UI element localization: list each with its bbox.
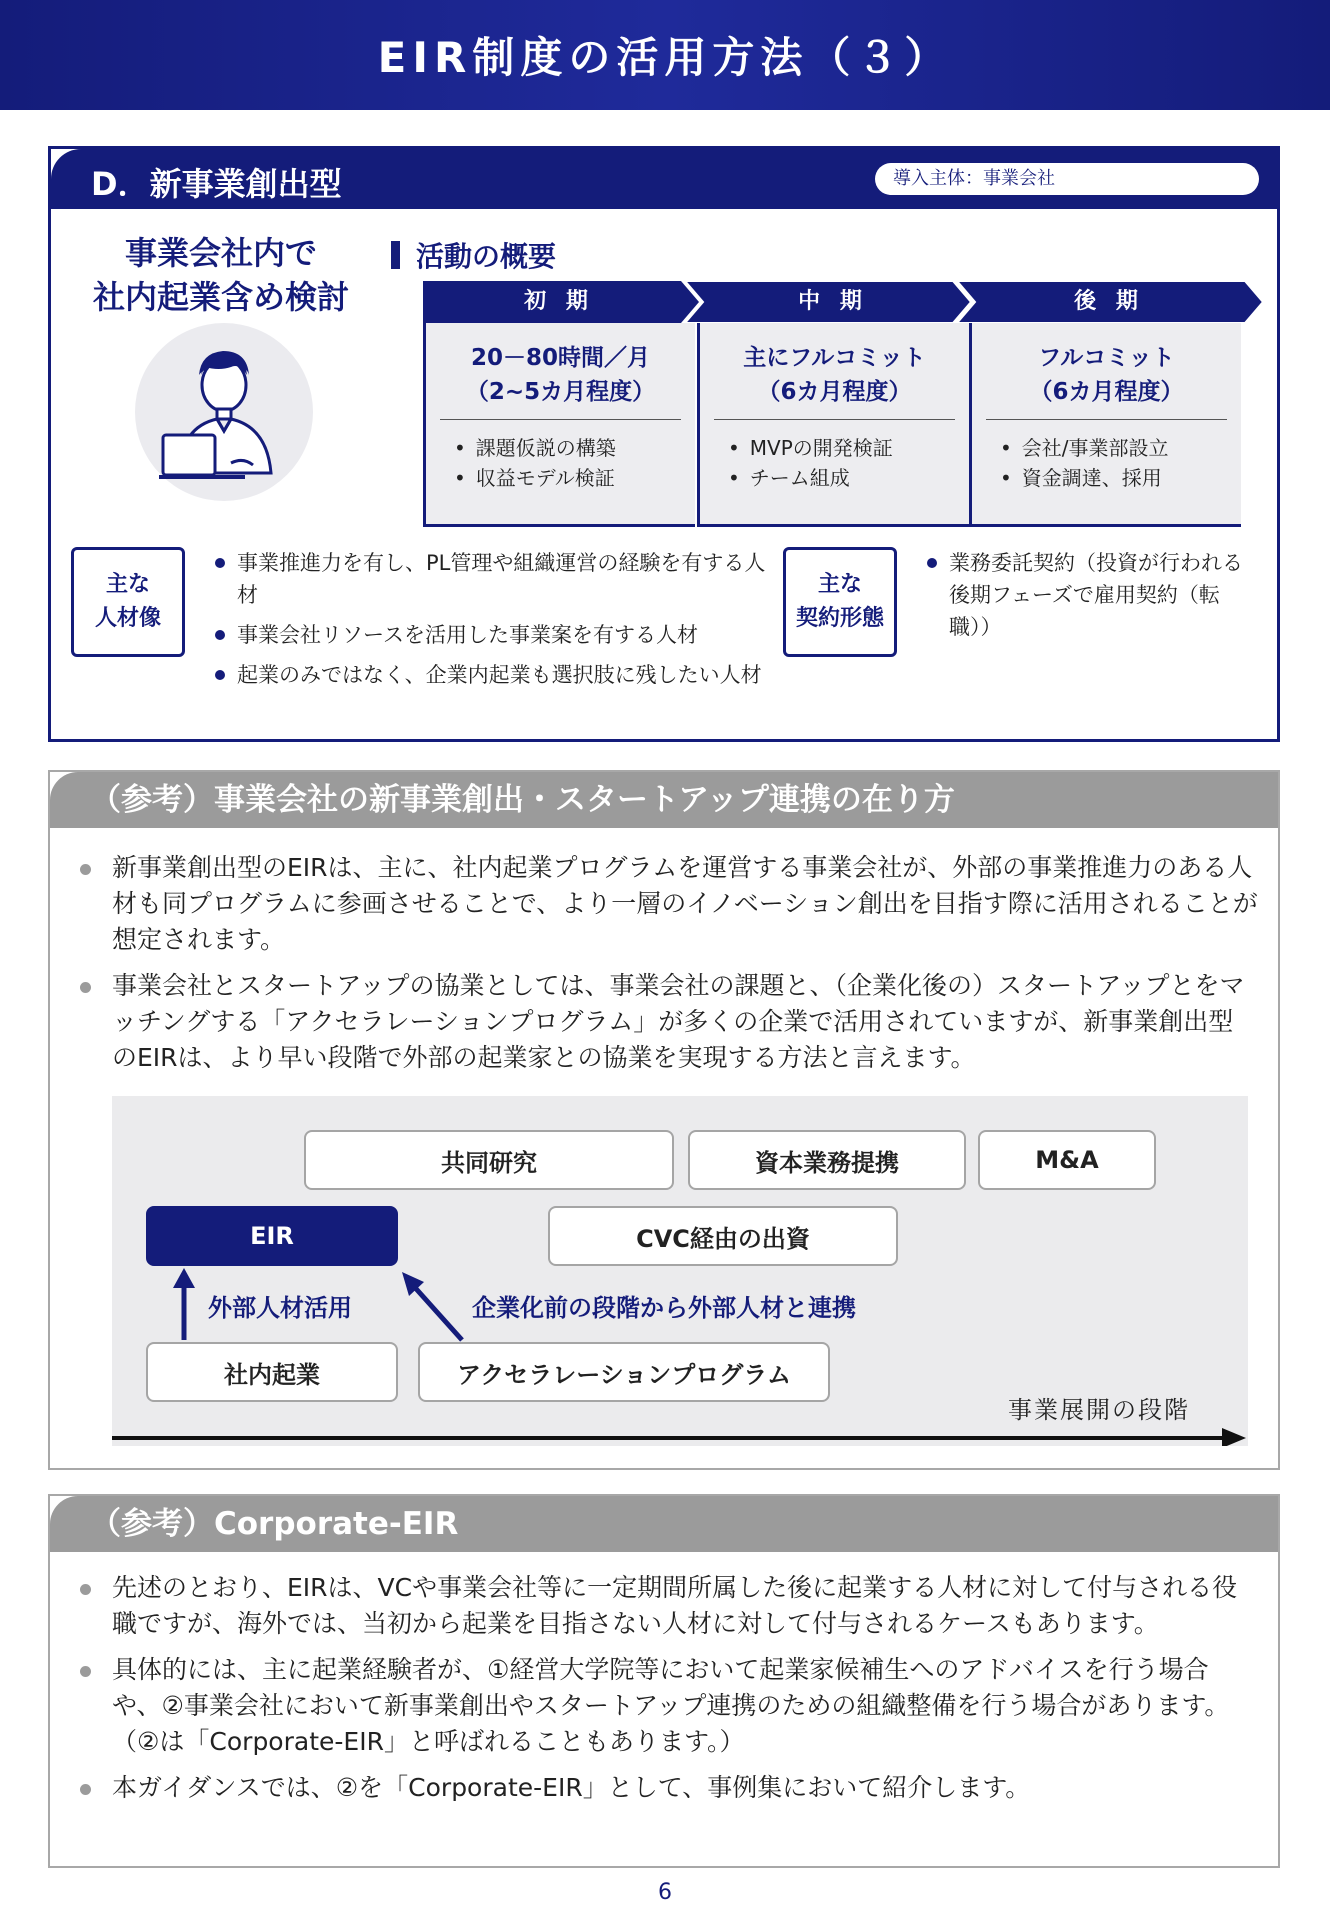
reference-1-title: （参考）事業会社の新事業創出・スタートアップ連携の在り方 (50, 772, 1278, 828)
phase-main1: フルコミット (1038, 345, 1175, 371)
list-item: 先述のとおり、EIRは、VCや事業会社等に一定期間所属した後に起業する人材に対して付与される役職ですが、海外では、当初から起業を目指さない人材に対して付与されるケースもあります。 (78, 1570, 1258, 1642)
heading-bar (391, 241, 400, 269)
list-item: 事業会社リソースを活用した事業案を有する人材 (215, 619, 775, 651)
phase-bullets-middle (728, 433, 893, 493)
list-item: • 会社/事業部設立 (1000, 433, 1169, 463)
talent-tag-line2: 人材像 (94, 606, 161, 631)
phase-main-middle (700, 341, 969, 409)
section-d (48, 146, 1280, 742)
joint-research-box: 共同研究 (304, 1130, 674, 1190)
reference-1-list (78, 850, 1258, 1086)
capital-alliance-box: 資本業務提携 (688, 1130, 966, 1190)
list-item: • MVPの開発検証 (728, 433, 893, 463)
list-item: • チーム組成 (728, 463, 893, 493)
talent-tag-line1: 主な (105, 572, 150, 597)
list-item: 事業会社とスタートアップの協業としては、事業会社の課題と、（企業化後の）スタートアップとをマッチングする「アクセラレーションプログラム」が多くの企業で活用されていますが、新事業創出型のEIRは、より早い段階で外部の起業家との協業を実現する方法と言えます。 (78, 968, 1258, 1076)
talent-list (215, 547, 775, 699)
internal-venture-box: 社内起業 (146, 1342, 398, 1402)
reference-2-list (78, 1570, 1258, 1816)
list-item: 起業のみではなく、企業内起業も選択肢に残したい人材 (215, 659, 775, 691)
cvc-box: CVC経由の出資 (548, 1206, 898, 1266)
phase-main1: 主にフルコミット (743, 345, 926, 371)
activity-heading (391, 235, 556, 275)
phase-box-middle (697, 323, 969, 527)
phase-main1: 20－80時間／月 (470, 345, 650, 371)
phase-separator (986, 419, 1227, 420)
phase-main-late (972, 341, 1241, 409)
avatar (135, 323, 313, 501)
up-arrow-icon (173, 1268, 195, 1340)
section-d-header (51, 149, 1277, 209)
phase-main2: （6カ月程度） (1029, 379, 1184, 405)
left-title (71, 231, 371, 319)
list-item: • 資金調達、採用 (1000, 463, 1169, 493)
reference-section-1 (48, 770, 1280, 1470)
activity-heading-text: 活動の概要 (416, 240, 557, 273)
phase-label-middle: 中 期 (798, 289, 868, 314)
left-title-line1: 事業会社内で (124, 234, 317, 272)
pre-stage-note: 企業化前の段階から外部人材と連携 (472, 1294, 856, 1322)
phase-label-early: 初 期 (524, 289, 594, 314)
contract-tag (783, 547, 897, 657)
list-item: • 収益モデル検証 (454, 463, 616, 493)
phase-box-early (423, 323, 695, 527)
page-title: EIR制度の活用方法（３） (377, 33, 953, 82)
person-at-laptop-icon (135, 323, 313, 501)
contract-tag-line1: 主な (817, 572, 862, 597)
list-item: 本ガイダンスでは、②を「Corporate-EIR」として、事例集において紹介します。 (78, 1770, 1258, 1806)
left-title-line2: 社内起業含め検討 (92, 278, 349, 316)
stage-axis-arrow-icon (112, 1428, 1246, 1446)
phase-box-late (969, 323, 1241, 527)
list-item: • 課題仮説の構築 (454, 433, 616, 463)
page-number: 6 (658, 1880, 672, 1905)
accelerator-box: アクセラレーションプログラム (418, 1342, 830, 1402)
reference-2-title: （参考）Corporate-EIR (50, 1496, 1278, 1552)
stage-label: 事業展開の段階 (1008, 1396, 1190, 1424)
phase-label-late: 後 期 (1074, 289, 1144, 314)
contract-list (927, 547, 1247, 651)
phase-main-early (426, 341, 695, 409)
list-item: 事業推進力を有し、PL管理や組織運営の経験を有する人材 (215, 547, 775, 611)
introducer-pill: 導入主体：事業会社 (875, 163, 1259, 195)
phase-main2: （2~5カ月程度） (465, 379, 656, 405)
talent-tag (71, 547, 185, 657)
diagonal-arrow-icon (402, 1272, 462, 1340)
reference-section-2 (48, 1494, 1280, 1868)
collaboration-diagram (112, 1096, 1248, 1446)
contract-tag-line2: 契約形態 (795, 606, 884, 631)
list-item: 業務委託契約（投資が行われる後期フェーズで雇用契約（転職）） (927, 547, 1247, 643)
phase-separator (714, 419, 955, 420)
ma-box: M&A (978, 1130, 1156, 1190)
list-item: 具体的には、主に起業経験者が、①経営大学院等において起業家候補生へのアドバイスを行う場合や、②事業会社において新事業創出やスタートアップ連携のための組織整備を行う場合があります。（②は「Corporate-EIR」と呼ばれることもあります。） (78, 1652, 1258, 1760)
phase-main2: （6カ月程度） (757, 379, 912, 405)
external-talent-note: 外部人材活用 (208, 1294, 352, 1322)
phase-separator (440, 419, 681, 420)
phase-bullets-late (1000, 433, 1169, 493)
section-d-title: D．新事業創出型 (91, 165, 342, 203)
eir-box: EIR (146, 1206, 398, 1266)
phase-bullets-early (454, 433, 616, 493)
page-header (0, 0, 1330, 110)
list-item: 新事業創出型のEIRは、主に、社内起業プログラムを運営する事業会社が、外部の事業推進力のある人材も同プログラムに参画させることで、より一層のイノベーション創出を目指す際に活用されることが想定されます。 (78, 850, 1258, 958)
